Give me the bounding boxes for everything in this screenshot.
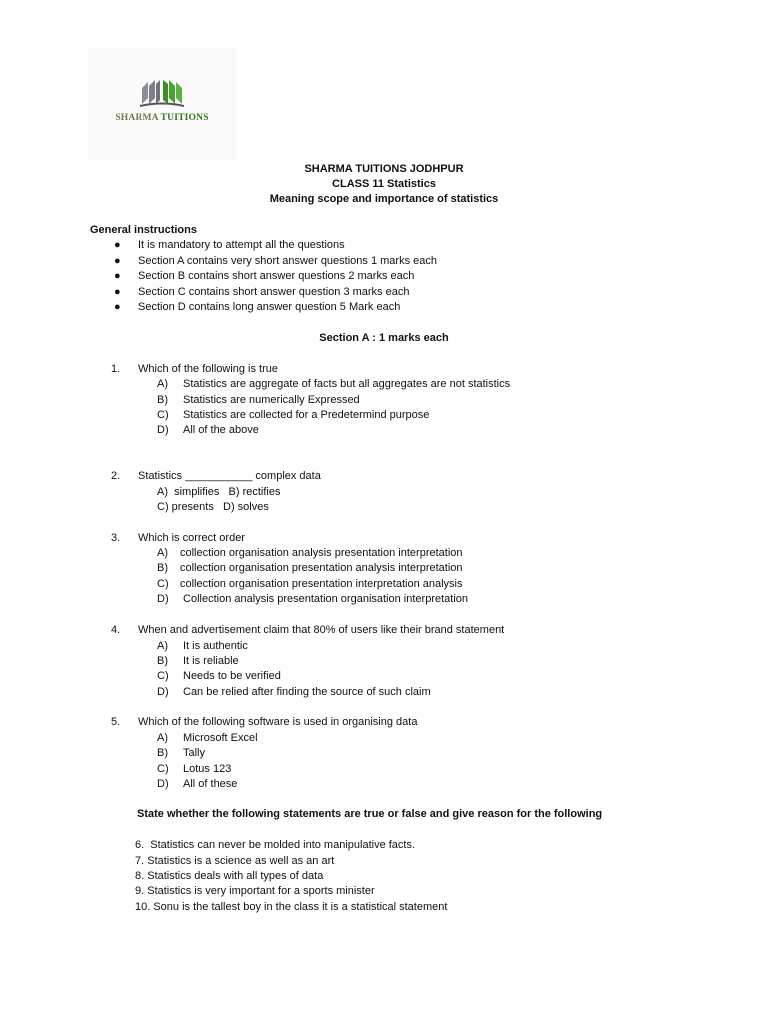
question-text: Statistics ___________ complex data: [138, 470, 321, 482]
option-text: collection organisation analysis presentation interpretation: [180, 547, 463, 559]
option-text: Statistics are collected for a Predetermind purpose: [183, 409, 430, 421]
section-a-heading: Section A : 1 marks each: [319, 332, 449, 344]
option-label: B): [157, 562, 168, 574]
option-label: A): [157, 378, 168, 390]
option-label: D): [157, 686, 169, 698]
true-false-heading: State whether the following statements are true or false and give reason for the following: [137, 808, 603, 820]
statement-item: 8. Statistics deals with all types of data: [135, 870, 324, 882]
statement-item: 9. Statistics is very important for a sports minister: [135, 885, 375, 897]
option-label: A): [157, 732, 168, 744]
option-text: All of the above: [183, 424, 259, 436]
option-label: C): [157, 763, 169, 775]
question-number: 1.: [111, 363, 121, 375]
option-label: D): [157, 593, 169, 605]
statement-item: 10. Sonu is the tallest boy in the class it is a statistical statement: [135, 901, 448, 913]
inline-options: C) presents D) solves: [157, 501, 269, 513]
instruction-item: Section D contains long answer question 5 Mark each: [138, 301, 401, 313]
option-label: C): [157, 578, 169, 590]
bullet-icon: ●: [114, 255, 121, 267]
option-text: collection organisation presentation analysis interpretation: [180, 562, 463, 574]
instruction-item: It is mandatory to attempt all the questions: [138, 239, 345, 251]
question-text: When and advertisement claim that 80% of users like their brand statement: [138, 624, 505, 636]
topic-title: Meaning scope and importance of statistics: [269, 193, 499, 205]
option-label: A): [157, 547, 168, 559]
question-text: Which is correct order: [138, 532, 245, 544]
question-number: 2.: [111, 470, 121, 482]
option-label: A): [157, 640, 168, 652]
instruction-item: Section C contains short answer question 3 marks each: [138, 286, 410, 298]
bullet-icon: ●: [114, 301, 121, 313]
option-text: collection organisation presentation interpretation analysis: [180, 578, 463, 590]
question-number: 4.: [111, 624, 121, 636]
statement-item: 6. Statistics can never be molded into manipulative facts.: [135, 839, 416, 851]
option-text: Collection analysis presentation organisation interpretation: [180, 593, 469, 605]
option-text: It is authentic: [183, 640, 248, 652]
option-text: Can be relied after finding the source of such claim: [183, 686, 431, 698]
option-text: Needs to be verified: [183, 670, 281, 682]
class-title: CLASS 11 Statistics: [332, 178, 436, 190]
books-icon: [138, 78, 186, 108]
option-label: C): [157, 670, 169, 682]
question-number: 3.: [111, 532, 121, 544]
bullet-icon: ●: [114, 286, 121, 298]
bullet-icon: ●: [114, 239, 121, 251]
option-label: D): [157, 778, 169, 790]
bullet-icon: ●: [114, 270, 121, 282]
question-text: Which of the following software is used in organising data: [138, 716, 418, 728]
school-title: SHARMA TUITIONS JODHPUR: [304, 163, 464, 175]
option-text: It is reliable: [183, 655, 239, 667]
question-text: Which of the following is true: [138, 363, 279, 375]
option-text: Tally: [183, 747, 206, 759]
option-label: B): [157, 747, 168, 759]
instructions-heading: General instructions: [90, 224, 197, 236]
option-label: D): [157, 424, 169, 436]
instruction-item: Section A contains very short answer questions 1 marks each: [138, 255, 437, 267]
instruction-item: Section B contains short answer questions 2 marks each: [138, 270, 415, 282]
logo-word-1: SHARMA: [115, 113, 159, 123]
option-text: Lotus 123: [183, 763, 232, 775]
statement-item: 7. Statistics is a science as well as an art: [135, 855, 335, 867]
option-text: Statistics are aggregate of facts but all aggregates are not statistics: [183, 378, 511, 390]
inline-options: A) simplifies B) rectifies: [157, 486, 281, 498]
question-number: 5.: [111, 716, 121, 728]
option-text: All of these: [183, 778, 238, 790]
option-label: C): [157, 409, 169, 421]
logo-word-2: TUITIONS: [160, 113, 209, 123]
option-label: B): [157, 394, 168, 406]
logo: [88, 48, 236, 160]
logo-wordmark: [88, 111, 236, 126]
option-label: B): [157, 655, 168, 667]
option-text: Microsoft Excel: [183, 732, 258, 744]
option-text: Statistics are numerically Expressed: [183, 394, 360, 406]
